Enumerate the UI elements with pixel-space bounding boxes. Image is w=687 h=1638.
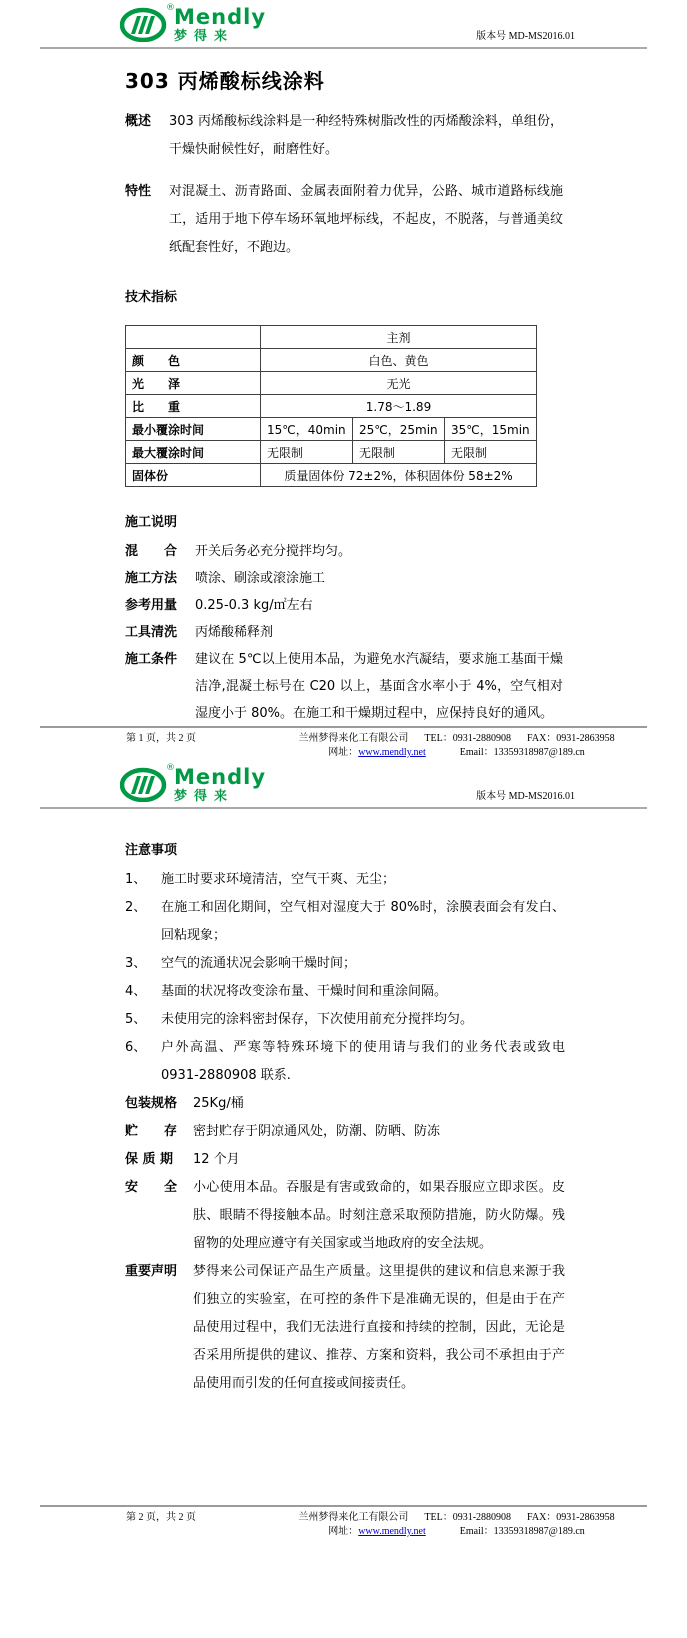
logo-wordmark	[174, 766, 266, 803]
row-value-solids: 质量固体份 72±2%，体积固体份 58±2%	[261, 464, 537, 487]
safety-row	[125, 1174, 565, 1258]
conditions-text: 建议在 5℃以上使用本品，为避免水汽凝结，要求施工基面干燥洁净,混凝土标号在 C20 以上，基面含水率小于 4%，空气相对湿度小于 80%。在施工和干燥期过程中，应保持良好的通风。	[195, 652, 563, 721]
note-number: 6、	[125, 1040, 147, 1055]
table-row	[126, 326, 537, 349]
brand-name-chinese: 梦得来	[174, 29, 235, 44]
row-label-gloss: 光 泽	[126, 372, 261, 395]
table-row	[126, 464, 537, 487]
safety-label: 安 全	[125, 1180, 178, 1195]
tech-specs-table	[125, 325, 537, 487]
shelf-life-row	[125, 1146, 565, 1174]
shelf-life-label: 保 质 期	[125, 1152, 174, 1167]
company-tel: TEL：0931-2880908	[424, 1512, 512, 1523]
row-label-min-recoat: 最小覆涂时间	[126, 418, 261, 441]
footer-line2	[266, 746, 647, 760]
mendly-logo	[120, 763, 267, 804]
mixing-label: 混 合	[125, 544, 178, 559]
mendly-logo-icon	[120, 766, 170, 802]
max-recoat-2: 无限制	[353, 441, 445, 464]
note-item-2	[125, 894, 565, 950]
footer-contact-block	[266, 1511, 647, 1539]
note-text: 未使用完的涂料密封保存，下次使用前充分搅拌均匀。	[161, 1012, 474, 1027]
storage-label: 贮 存	[125, 1124, 178, 1139]
features-paragraph	[125, 178, 563, 262]
website-link[interactable]: www.mendly.net	[358, 747, 426, 758]
website-row	[328, 746, 426, 760]
note-number: 5、	[125, 1012, 147, 1027]
company-email: Email：13359318987@189.cn	[459, 747, 585, 758]
note-text: 在施工和固化期间，空气相对湿度大于 80%时，涂膜表面会有发白、回粘现象；	[161, 900, 565, 943]
brand-name: Mendly	[174, 5, 267, 29]
page2-header	[0, 760, 687, 803]
brand-name-chinese: 梦得来	[174, 789, 235, 804]
conditions-label: 施工条件	[125, 652, 178, 667]
note-text: 空气的流通状况会影响干燥时间；	[161, 956, 357, 971]
header-rule	[40, 807, 647, 809]
page2-page-number: 第 2 页，共 2 页	[126, 1512, 196, 1523]
max-recoat-3: 无限制	[445, 441, 537, 464]
company-name: 兰州梦得来化工有限公司	[298, 1512, 409, 1523]
row-value-gloss: 无光	[261, 372, 537, 395]
packaging-text: 25Kg/桶	[193, 1096, 244, 1111]
safety-text: 小心使用本品。吞服是有害或致命的，如果吞服应立即求医。皮肤、眼睛不得接触本品。时刻注意采取预防措施，防火防爆。残留物的处理应遵守有关国家或当地政府的安全法规。	[193, 1180, 565, 1251]
storage-row	[125, 1118, 565, 1146]
footer-line1	[266, 1511, 647, 1525]
note-text: 施工时要求环境清洁，空气干爽、无尘；	[161, 872, 396, 887]
version-number: 版本号 MD-MS2016.01	[476, 31, 575, 42]
construction-item-dosage	[125, 592, 563, 619]
storage-text: 密封贮存于阴凉通风处，防潮、防晒、防冻	[193, 1124, 441, 1139]
tool-cleaning-text: 丙烯酸稀释剂	[195, 625, 274, 640]
row-value-density: 1.78～1.89	[261, 395, 537, 418]
header-rule	[40, 47, 647, 49]
construction-heading: 施工说明	[125, 515, 178, 530]
disclaimer-row	[125, 1258, 565, 1398]
note-item-5	[125, 1006, 565, 1034]
packaging-label: 包装规格	[125, 1096, 178, 1111]
footer-line1	[266, 732, 647, 746]
overview-label: 概述	[125, 114, 152, 129]
notes-heading: 注意事项	[125, 843, 178, 858]
note-number: 1、	[125, 872, 147, 887]
features-label: 特性	[125, 184, 152, 199]
registered-trademark-icon: ®	[166, 763, 175, 773]
construction-item-conditions	[125, 646, 563, 727]
page1-page-number: 第 1 页，共 2 页	[126, 733, 196, 744]
brand-name: Mendly	[174, 765, 267, 789]
page-2	[0, 760, 687, 1638]
company-name: 兰州梦得来化工有限公司	[298, 733, 409, 744]
company-fax: FAX：0931-2863958	[527, 733, 615, 744]
min-recoat-15c: 15℃，40min	[261, 418, 353, 441]
table-row	[126, 372, 537, 395]
method-text: 喷涂、刷涂或滚涂施工	[195, 571, 326, 586]
dosage-label: 参考用量	[125, 598, 178, 613]
product-title: 303 丙烯酸标线涂料	[125, 69, 325, 93]
footer-line2	[266, 1525, 647, 1539]
note-number: 4、	[125, 984, 147, 999]
note-number: 2、	[125, 900, 147, 915]
registered-trademark-icon: ®	[166, 3, 175, 13]
row-label-density: 比 重	[126, 395, 261, 418]
page1-header	[0, 0, 687, 43]
overview-paragraph	[125, 108, 563, 164]
note-item-3	[125, 950, 565, 978]
row-label-solids: 固体份	[126, 464, 261, 487]
disclaimer-label: 重要声明	[125, 1264, 178, 1279]
website-row	[328, 1525, 426, 1539]
note-item-4	[125, 978, 565, 1006]
row-label-color: 颜 色	[126, 349, 261, 372]
note-text: 基面的状况将改变涂布量、干燥时间和重涂间隔。	[161, 984, 448, 999]
min-recoat-25c: 25℃，25min	[353, 418, 445, 441]
row-label-max-recoat: 最大覆涂时间	[126, 441, 261, 464]
mixing-text: 开关后务必充分搅拌均匀。	[195, 544, 352, 559]
features-text: 对混凝土、沥青路面、金属表面附着力优异，公路、城市道路标线施工，适用于地下停车场环氧地坪标线，不起皮，不脱落，与普通美纹纸配套性好，不跑边。	[169, 184, 563, 255]
note-text: 户外高温、严寒等特殊环境下的使用请与我们的业务代表或致电 0931-2880908 联系.	[161, 1040, 565, 1083]
company-tel: TEL：0931-2880908	[424, 733, 512, 744]
version-number: 版本号 MD-MS2016.01	[476, 791, 575, 802]
packaging-spec-row	[125, 1090, 565, 1118]
table-header-main-agent: 主剂	[261, 326, 537, 349]
max-recoat-1: 无限制	[261, 441, 353, 464]
note-item-1	[125, 866, 565, 894]
company-email: Email：13359318987@189.cn	[459, 1526, 585, 1537]
mendly-logo-icon	[120, 6, 170, 42]
construction-item-method	[125, 565, 563, 592]
table-cell-empty	[126, 326, 261, 349]
shelf-life-text: 12 个月	[193, 1152, 240, 1167]
row-value-color: 白色、黄色	[261, 349, 537, 372]
table-row	[126, 418, 537, 441]
dosage-text: 0.25-0.3 kg/㎡左右	[195, 598, 313, 613]
footer-contact-block	[266, 732, 647, 760]
note-item-6	[125, 1034, 565, 1090]
logo-wordmark	[174, 6, 266, 43]
company-fax: FAX：0931-2863958	[527, 1512, 615, 1523]
construction-item-mixing	[125, 538, 563, 565]
page1-footer	[40, 726, 647, 760]
table-row	[126, 441, 537, 464]
mendly-logo	[120, 3, 267, 44]
table-row	[126, 395, 537, 418]
min-recoat-35c: 35℃，15min	[445, 418, 537, 441]
disclaimer-text: 梦得来公司保证产品生产质量。这里提供的建议和信息来源于我们独立的实验室，在可控的条件下是准确无误的，但是由于在产品使用过程中，我们无法进行直接和持续的控制，因此，无论是否采用所提供的建议、推荐、方案和资料，我公司不承担由于产品使用而引发的任何直接或间接责任。	[193, 1264, 565, 1391]
tech-specs-heading: 技术指标	[125, 290, 178, 305]
tool-cleaning-label: 工具清洗	[125, 625, 178, 640]
table-row	[126, 349, 537, 372]
method-label: 施工方法	[125, 571, 178, 586]
website-link[interactable]: www.mendly.net	[358, 1526, 426, 1537]
page-1	[0, 0, 687, 760]
overview-text: 303 丙烯酸标线涂料是一种经特殊树脂改性的丙烯酸涂料，单组份，干燥快耐候性好，耐磨性好。	[169, 114, 563, 157]
website-label: 网址：	[328, 1526, 359, 1537]
page2-footer	[40, 1505, 647, 1539]
website-label: 网址：	[328, 747, 359, 758]
construction-item-tool-cleaning	[125, 619, 563, 646]
note-number: 3、	[125, 956, 147, 971]
